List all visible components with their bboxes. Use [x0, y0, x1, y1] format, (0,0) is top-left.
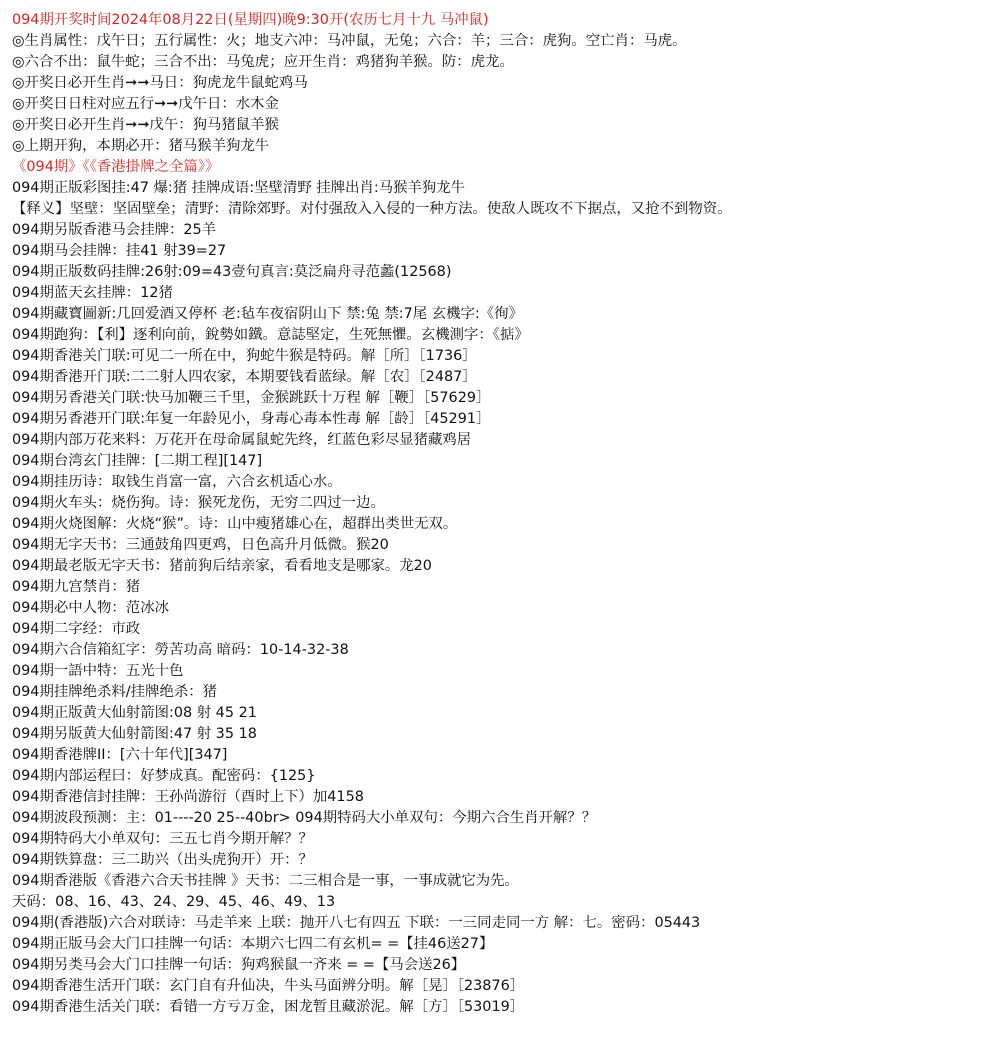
text-line: 094期另类马会大门口挂牌一句话：狗鸡猴鼠一齐来 = =【马会送26】	[12, 957, 466, 973]
text-line: 094期波段预测：主：01----20 25--40br> 094期特码大小单双句：今期六合生肖开解？？	[12, 810, 597, 826]
text-line: 094期另版香港马会挂牌：25羊	[12, 222, 217, 238]
text-line: ◎开奖日必开生肖➞➞马日：狗虎龙牛鼠蛇鸡马	[12, 75, 308, 91]
text-line: 094期火车头：烧伤狗。诗：猴死龙伤，无穷二四过一边。	[12, 495, 385, 511]
text-line: 094期正版彩图挂:47 爆:猪 挂牌成语:坚壁清野 挂牌出肖:马猴羊狗龙牛	[12, 180, 466, 196]
text-line: 094期蓝天玄挂牌：12猪	[12, 285, 173, 301]
text-line: 094期无字天书：三通鼓角四更鸡，日色高升月低微。猴20	[12, 537, 389, 553]
text-line: 094期跑狗：【利】逐利向前，銳勢如鐵。意誌堅定，生死無懼。玄機測字：《掂》	[12, 327, 529, 343]
text-line: 094期火烧图解：火烧“猴”。诗：山中瘦猪雄心在，超群出类世无双。	[12, 516, 458, 532]
text-line: 094期香港生活关门联：看错一方亏万金，困龙暂且藏淤泥。解［方］［53019］	[12, 999, 525, 1015]
text-line: 094期香港信封挂牌：王孙尚游衍（酉时上下）加4158	[12, 789, 364, 805]
text-line: 094期内部运程曰：好梦成真。配密码：{125}	[12, 768, 316, 784]
text-line: ◎上期开狗，本期必开：猪马猴羊狗龙牛	[12, 138, 270, 154]
lottery-notice-document	[12, 10, 992, 1018]
text-line: 094期香港生活开门联：玄门自有升仙决，牛头马面辨分明。解［晃］［23876］	[12, 978, 525, 994]
text-line: 094期香港牌II：[六十年代][347]	[12, 747, 228, 763]
text-line: 094期铁算盘：三二助兴（出头虎狗开）开：？	[12, 852, 313, 868]
text-line: 094期内部万花来料：万花开在母命属鼠蛇先终，红蓝色彩尽显猪藏鸡居	[12, 432, 472, 448]
text-line: 094期必中人物：范冰冰	[12, 600, 169, 616]
highlight-line: 094期开奖时间2024年08月22日(星期四)晚9:30开(农历七月十九 马冲鼠)	[12, 12, 489, 28]
text-line: 094期香港关门联:可见二一所在中，狗蛇牛猴是特码。解［所］［1736］	[12, 348, 477, 364]
text-line: 094期一語中特：五光十色	[12, 663, 184, 679]
text-line: 094期台湾玄门挂牌：[二期工程][147]	[12, 453, 263, 469]
text-line: 094期藏寶圖新:几回爱酒又停杯 老:毡车夜宿阴山下 禁:兔 禁:7尾 玄機字:《徇》	[12, 306, 523, 322]
text-line: 094期特码大小单双句：三五七肖今期开解？？	[12, 831, 313, 847]
text-line: 094期挂牌绝杀料/挂牌绝杀：猪	[12, 684, 218, 700]
text-line: 094期二字经：市政	[12, 621, 141, 637]
text-line: 094期(香港版)六合对联诗：马走羊来 上联：抛开八七有四五 下联：一三同走同一方 解：七。密码：05443	[12, 915, 701, 931]
text-line: 094期马会挂牌：挂41 射39=27	[12, 243, 227, 259]
text-line: 094期香港版《香港六合天书挂牌 》天书：二三相合是一事，一事成就它为先。	[12, 873, 519, 889]
text-line: 094期六合信箱紅字：勞苦功高 暗码：10-14-32-38	[12, 642, 349, 658]
text-line: ◎生肖属性：戊午日；五行属性：火；地支六冲：马冲鼠，无兔；六合：羊；三合：虎狗。空亡肖：马虎。	[12, 33, 687, 49]
text-line: 天码：08、16、43、24、29、45、46、49、13	[12, 894, 336, 910]
text-line: ◎开奖日必开生肖➞➞戊午：狗马猪鼠羊猴	[12, 117, 279, 133]
text-line: 094期正版黄大仙射箭图:08 射 45 21	[12, 705, 257, 721]
text-line: 094期另版黄大仙射箭图:47 射 35 18	[12, 726, 257, 742]
text-line: 094期最老版无字天书：猪前狗后结亲家，看看地支是哪家。龙20	[12, 558, 432, 574]
text-line: 094期九宫禁肖：猪	[12, 579, 141, 595]
highlight-line: 《094期》《《香港掛牌之全篇》》	[12, 159, 220, 175]
text-line: 094期挂历诗：取钱生肖富一富，六合玄机适心水。	[12, 474, 342, 490]
text-line: 094期正版马会大门口挂牌一句话：本期六七四二有玄机= =【挂46送27】	[12, 936, 494, 952]
text-line: ◎六合不出：鼠牛蛇；三合不出：马兔虎；应开生肖：鸡猪狗羊猴。防：虎龙。	[12, 54, 514, 70]
text-line: 【释义】坚壁：坚固壁垒；清野：清除郊野。对付强敌入入侵的一种方法。使敌人既攻不下据点，又抢不到物资。	[12, 201, 732, 217]
text-line: 094期正版数码挂牌:26射:09=43壹句真言:莫泛扁舟寻范蠡(12568)	[12, 264, 452, 280]
text-line: 094期另香港开门联:年复一年龄见小，身毒心毒本性毒 解［龄］［45291］	[12, 411, 491, 427]
text-line: ◎开奖日日柱对应五行➞➞戊午日：水木金	[12, 96, 279, 112]
text-line: 094期香港开门联:二二射人四农家，本期要钱看蓝绿。解［农］［2487］	[12, 369, 477, 385]
text-line: 094期另香港关门联:快马加鞭三千里，金猴跳跃十万程 解［鞭］［57629］	[12, 390, 491, 406]
